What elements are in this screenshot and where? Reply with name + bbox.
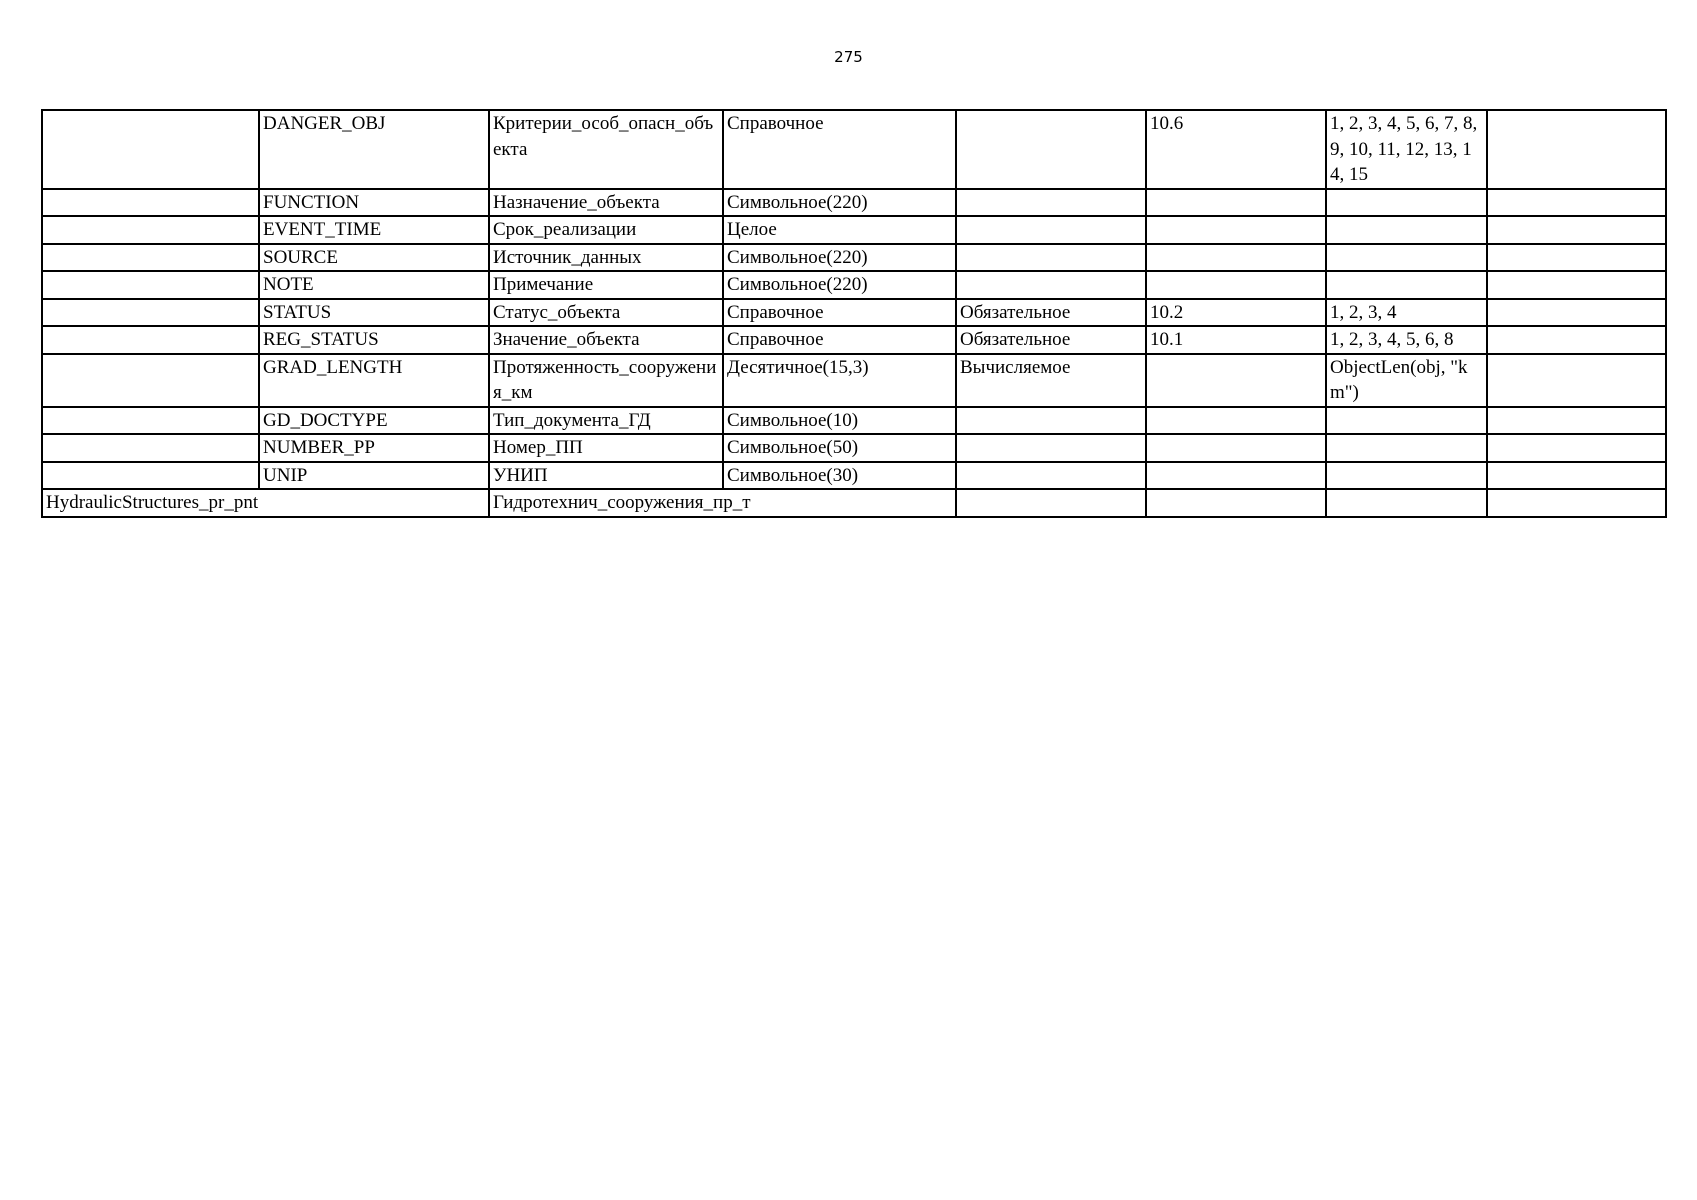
notes-cell bbox=[1487, 326, 1666, 354]
notes-cell bbox=[1487, 299, 1666, 327]
group-cell bbox=[42, 244, 259, 272]
table-row bbox=[42, 216, 1666, 244]
requirement-cell bbox=[956, 244, 1146, 272]
field-name-cell: Источник_данных bbox=[489, 244, 723, 272]
notes-cell bbox=[1487, 244, 1666, 272]
table-row bbox=[42, 326, 1666, 354]
allowed-values-cell: 1, 2, 3, 4, 5, 6, 7, 8, 9, 10, 11, 12, 13, 14, 15 bbox=[1326, 110, 1487, 189]
requirement-cell bbox=[956, 110, 1146, 189]
field-code-cell: REG_STATUS bbox=[259, 326, 489, 354]
reference-cell bbox=[1146, 189, 1326, 217]
field-type-cell: Символьное(220) bbox=[723, 189, 956, 217]
reference-cell: 10.1 bbox=[1146, 326, 1326, 354]
field-name-cell: Примечание bbox=[489, 271, 723, 299]
field-name-cell: УНИП bbox=[489, 462, 723, 490]
notes-cell bbox=[1487, 354, 1666, 407]
reference-cell bbox=[1146, 216, 1326, 244]
notes-cell bbox=[1487, 434, 1666, 462]
field-code-cell: NOTE bbox=[259, 271, 489, 299]
allowed-values-cell: 1, 2, 3, 4, 5, 6, 8 bbox=[1326, 326, 1487, 354]
field-code-cell: UNIP bbox=[259, 462, 489, 490]
reference-cell bbox=[1146, 354, 1326, 407]
requirement-cell bbox=[956, 271, 1146, 299]
allowed-values-cell bbox=[1326, 489, 1487, 517]
allowed-values-cell: 1, 2, 3, 4 bbox=[1326, 299, 1487, 327]
table-row bbox=[42, 407, 1666, 435]
allowed-values-cell bbox=[1326, 271, 1487, 299]
field-type-cell: Справочное bbox=[723, 326, 956, 354]
attribute-table-body bbox=[42, 110, 1666, 517]
group-cell bbox=[42, 354, 259, 407]
group-cell bbox=[42, 407, 259, 435]
requirement-cell bbox=[956, 407, 1146, 435]
table-row bbox=[42, 244, 1666, 272]
field-code-cell: GRAD_LENGTH bbox=[259, 354, 489, 407]
requirement-cell: Вычисляемое bbox=[956, 354, 1146, 407]
notes-cell bbox=[1487, 271, 1666, 299]
field-code-cell: STATUS bbox=[259, 299, 489, 327]
table-row bbox=[42, 434, 1666, 462]
reference-cell bbox=[1146, 407, 1326, 435]
allowed-values-cell bbox=[1326, 462, 1487, 490]
requirement-cell bbox=[956, 216, 1146, 244]
notes-cell bbox=[1487, 462, 1666, 490]
table-row bbox=[42, 271, 1666, 299]
reference-cell bbox=[1146, 462, 1326, 490]
layer-title-cell: Гидротехнич_сооружения_пр_т bbox=[489, 489, 956, 517]
reference-cell: 10.6 bbox=[1146, 110, 1326, 189]
group-cell bbox=[42, 110, 259, 189]
allowed-values-cell bbox=[1326, 216, 1487, 244]
notes-cell bbox=[1487, 489, 1666, 517]
field-name-cell: Срок_реализации bbox=[489, 216, 723, 244]
notes-cell bbox=[1487, 216, 1666, 244]
field-type-cell: Символьное(50) bbox=[723, 434, 956, 462]
field-type-cell: Целое bbox=[723, 216, 956, 244]
table-row bbox=[42, 189, 1666, 217]
requirement-cell bbox=[956, 462, 1146, 490]
field-name-cell: Значение_объекта bbox=[489, 326, 723, 354]
group-cell bbox=[42, 189, 259, 217]
field-type-cell: Справочное bbox=[723, 110, 956, 189]
group-cell bbox=[42, 299, 259, 327]
field-type-cell: Символьное(10) bbox=[723, 407, 956, 435]
field-name-cell: Назначение_объекта bbox=[489, 189, 723, 217]
field-name-cell: Протяженность_сооружения_км bbox=[489, 354, 723, 407]
notes-cell bbox=[1487, 110, 1666, 189]
field-name-cell: Статус_объекта bbox=[489, 299, 723, 327]
requirement-cell bbox=[956, 434, 1146, 462]
notes-cell bbox=[1487, 407, 1666, 435]
reference-cell bbox=[1146, 489, 1326, 517]
field-code-cell: FUNCTION bbox=[259, 189, 489, 217]
field-code-cell: EVENT_TIME bbox=[259, 216, 489, 244]
table-row bbox=[42, 462, 1666, 490]
field-type-cell: Символьное(220) bbox=[723, 244, 956, 272]
reference-cell bbox=[1146, 271, 1326, 299]
reference-cell bbox=[1146, 434, 1326, 462]
field-name-cell: Тип_документа_ГД bbox=[489, 407, 723, 435]
field-type-cell: Символьное(220) bbox=[723, 271, 956, 299]
field-type-cell: Десятичное(15,3) bbox=[723, 354, 956, 407]
allowed-values-cell bbox=[1326, 407, 1487, 435]
allowed-values-cell: ObjectLen(obj, "km") bbox=[1326, 354, 1487, 407]
group-cell bbox=[42, 326, 259, 354]
table-row bbox=[42, 354, 1666, 407]
reference-cell: 10.2 bbox=[1146, 299, 1326, 327]
field-code-cell: NUMBER_PP bbox=[259, 434, 489, 462]
allowed-values-cell bbox=[1326, 189, 1487, 217]
field-code-cell: GD_DOCTYPE bbox=[259, 407, 489, 435]
table-row bbox=[42, 299, 1666, 327]
field-type-cell: Справочное bbox=[723, 299, 956, 327]
notes-cell bbox=[1487, 189, 1666, 217]
allowed-values-cell bbox=[1326, 434, 1487, 462]
group-cell bbox=[42, 216, 259, 244]
field-name-cell: Номер_ПП bbox=[489, 434, 723, 462]
group-cell bbox=[42, 434, 259, 462]
field-code-cell: DANGER_OBJ bbox=[259, 110, 489, 189]
group-cell bbox=[42, 462, 259, 490]
field-code-cell: SOURCE bbox=[259, 244, 489, 272]
field-type-cell: Символьное(30) bbox=[723, 462, 956, 490]
requirement-cell: Обязательное bbox=[956, 299, 1146, 327]
requirement-cell bbox=[956, 489, 1146, 517]
table-row bbox=[42, 110, 1666, 189]
requirement-cell: Обязательное bbox=[956, 326, 1146, 354]
allowed-values-cell bbox=[1326, 244, 1487, 272]
page-number: 275 bbox=[834, 48, 863, 66]
layer-row bbox=[42, 489, 1666, 517]
field-name-cell: Критерии_особ_опасн_объекта bbox=[489, 110, 723, 189]
reference-cell bbox=[1146, 244, 1326, 272]
group-cell bbox=[42, 271, 259, 299]
attribute-table bbox=[41, 109, 1667, 518]
requirement-cell bbox=[956, 189, 1146, 217]
layer-name-cell: HydraulicStructures_pr_pnt bbox=[42, 489, 489, 517]
